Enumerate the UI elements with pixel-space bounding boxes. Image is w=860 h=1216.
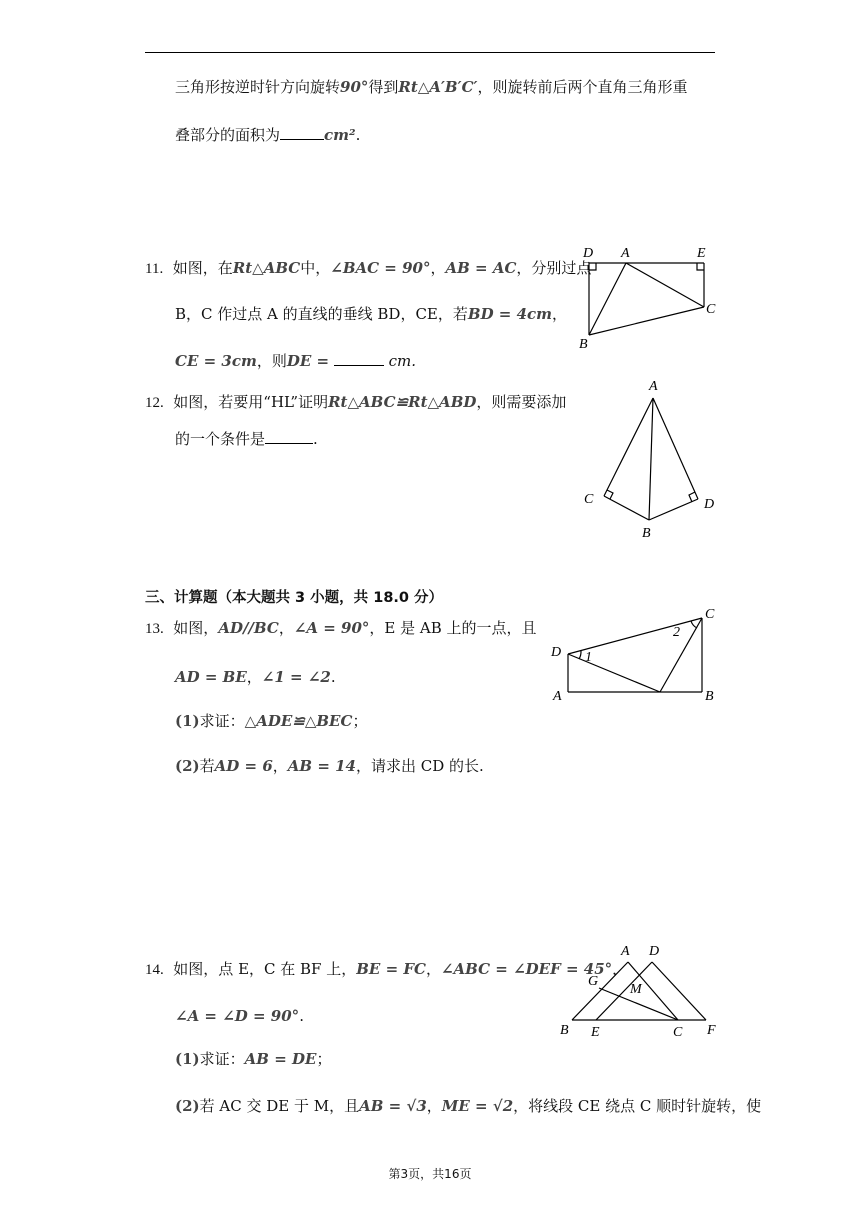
text: 的一个条件是 [175, 430, 266, 448]
text: 求证： [199, 712, 245, 730]
math: ∠1 = ∠2 [261, 668, 331, 686]
label-e: E [591, 1025, 600, 1040]
question-number: 11. [145, 261, 164, 277]
question-number: 13. [145, 621, 164, 637]
text: 如图，在 [172, 259, 233, 277]
q12-figure [580, 374, 720, 542]
text: ，则 [256, 352, 287, 370]
label-a: A [649, 379, 658, 394]
math: Rt△ABC [232, 259, 301, 277]
math: ∠BAC = 90° [330, 259, 431, 277]
math: BD = 4cm [467, 305, 553, 323]
right-angle-e [697, 263, 704, 270]
q13-part-2 [175, 755, 484, 777]
line-ab [649, 398, 653, 520]
text: ， [552, 305, 568, 323]
text: 叠部分的面积为 [175, 126, 281, 144]
q10-line-2 [175, 124, 360, 146]
text: ， [612, 960, 628, 978]
text: 如图，点 E，C 在 BF 上， [173, 960, 357, 978]
math: AB = DE [244, 1050, 317, 1068]
text: ，分别过点 [516, 259, 592, 277]
q13-line-1 [145, 617, 537, 640]
label-m: M [630, 982, 642, 997]
q11-line-3 [175, 350, 416, 372]
part-label: (2) [175, 757, 200, 775]
line-bc [589, 307, 704, 335]
text: . [299, 1007, 304, 1025]
angle-2-arc [691, 621, 697, 628]
line-ba [572, 962, 628, 1020]
label-b: B [705, 689, 714, 702]
angle-1-arc [579, 651, 581, 659]
line-cb [604, 496, 649, 520]
q14-part-2 [175, 1095, 761, 1117]
text: ，将线段 CE 绕点 C 顺时针旋转，使 [513, 1097, 762, 1115]
line-ed [596, 962, 652, 1020]
line-de [568, 654, 660, 692]
q13-figure [548, 602, 724, 702]
label-e: E [697, 246, 706, 261]
text: ，请求出 CD 的长. [355, 757, 484, 775]
text: ，E 是 AB 上的一点，且 [369, 619, 537, 637]
math: ∠ABC = ∠DEF = 45° [440, 960, 613, 978]
line-dc [568, 618, 702, 654]
math: △ADE≌△BEC [244, 712, 353, 730]
label-d: D [704, 497, 715, 512]
text: ； [352, 712, 368, 730]
q11-line-2 [175, 303, 567, 325]
label-a: A [621, 944, 630, 959]
q10-line-1 [175, 76, 687, 98]
text: 如图，若要用“HL”证明 [173, 393, 329, 411]
math: Rt△A′B′C′ [398, 78, 478, 96]
answer-blank [265, 429, 313, 444]
math: ∠A = 90° [293, 619, 370, 637]
line-ac [604, 398, 653, 496]
math: BE = FC [356, 960, 426, 978]
q12-line-1 [145, 391, 566, 414]
label-a: A [553, 689, 562, 702]
q12-line-2 [175, 428, 318, 450]
question-number: 14. [145, 962, 164, 978]
part-label: (1) [175, 712, 200, 730]
line-df [652, 962, 706, 1020]
q14-line-2 [175, 1005, 304, 1027]
math: DE = [286, 352, 330, 370]
text: ， [272, 757, 288, 775]
text: ， [246, 668, 262, 686]
part-label: (2) [175, 1097, 200, 1115]
line-ad [653, 398, 698, 499]
line-ec [660, 618, 702, 692]
text: ； [316, 1050, 332, 1068]
q13-line-2 [175, 666, 336, 688]
label-c: C [705, 607, 715, 622]
line-db [649, 499, 698, 520]
text: ， [278, 619, 294, 637]
text: 中， [300, 259, 331, 277]
label-c: C [584, 492, 594, 507]
q14-line-1 [145, 958, 627, 981]
text: . [313, 430, 318, 448]
label-d: D [551, 645, 562, 660]
text: ， [426, 1097, 442, 1115]
q14-figure [556, 940, 724, 1042]
label-a: A [621, 246, 630, 261]
text: 三角形按逆时针方向旋转 [175, 78, 341, 96]
math: Rt△ABC≌Rt△ABD [328, 393, 477, 411]
text: 如图， [173, 619, 219, 637]
math: CE = 3cm [175, 352, 257, 370]
label-b: B [579, 337, 588, 352]
section-title: 三、计算题（本大题共 3 小题，共 18.0 分） [145, 590, 444, 606]
label-b: B [560, 1023, 569, 1038]
q13-part-1 [175, 710, 367, 732]
math: AD//BC [218, 619, 279, 637]
math: AD = 6 [214, 757, 273, 775]
label-f: F [707, 1023, 716, 1038]
text: . [355, 126, 361, 144]
label-g: G [588, 974, 599, 989]
line-ac [626, 263, 704, 307]
label-d: D [649, 944, 660, 959]
label-d: D [583, 246, 594, 261]
question-number: 12. [145, 395, 164, 411]
label-2: 2 [673, 625, 680, 640]
math: AB = 14 [287, 757, 356, 775]
text: . [330, 668, 336, 686]
text: ，则需要添加 [476, 393, 567, 411]
math: ∠A = ∠D = 90° [175, 1007, 300, 1025]
text: ， [430, 259, 446, 277]
text: ， [425, 960, 441, 978]
label-c: C [706, 302, 716, 317]
math: AB = √3 [359, 1097, 427, 1115]
page-footer: 第3页，共16页 [388, 1167, 472, 1181]
q11-figure [574, 240, 724, 352]
text: ，则旋转前后两个直角三角形重 [477, 78, 688, 96]
text: 求证： [199, 1050, 245, 1068]
text: 得到 [368, 78, 399, 96]
math: AD = BE [175, 668, 247, 686]
math: ME = √2 [441, 1097, 514, 1115]
label-1: 1 [585, 650, 592, 665]
line-ab [589, 263, 626, 335]
math: cm² [324, 126, 356, 144]
text: 若 [199, 757, 215, 775]
unit: cm. [388, 352, 417, 370]
math: 90° [340, 78, 369, 96]
text: B，C 作过点 A 的直线的垂线 BD，CE，若 [175, 305, 468, 323]
header-rule [145, 52, 715, 53]
right-angle-d [589, 263, 596, 270]
q11-line-1 [145, 257, 591, 280]
label-b: B [642, 526, 651, 541]
answer-blank [334, 351, 384, 366]
text: 若 AC 交 DE 于 M，且 [199, 1097, 360, 1115]
label-c: C [673, 1025, 683, 1040]
q14-part-1 [175, 1048, 331, 1070]
math: AB = AC [445, 259, 517, 277]
answer-blank [280, 125, 324, 140]
part-label: (1) [175, 1050, 200, 1068]
